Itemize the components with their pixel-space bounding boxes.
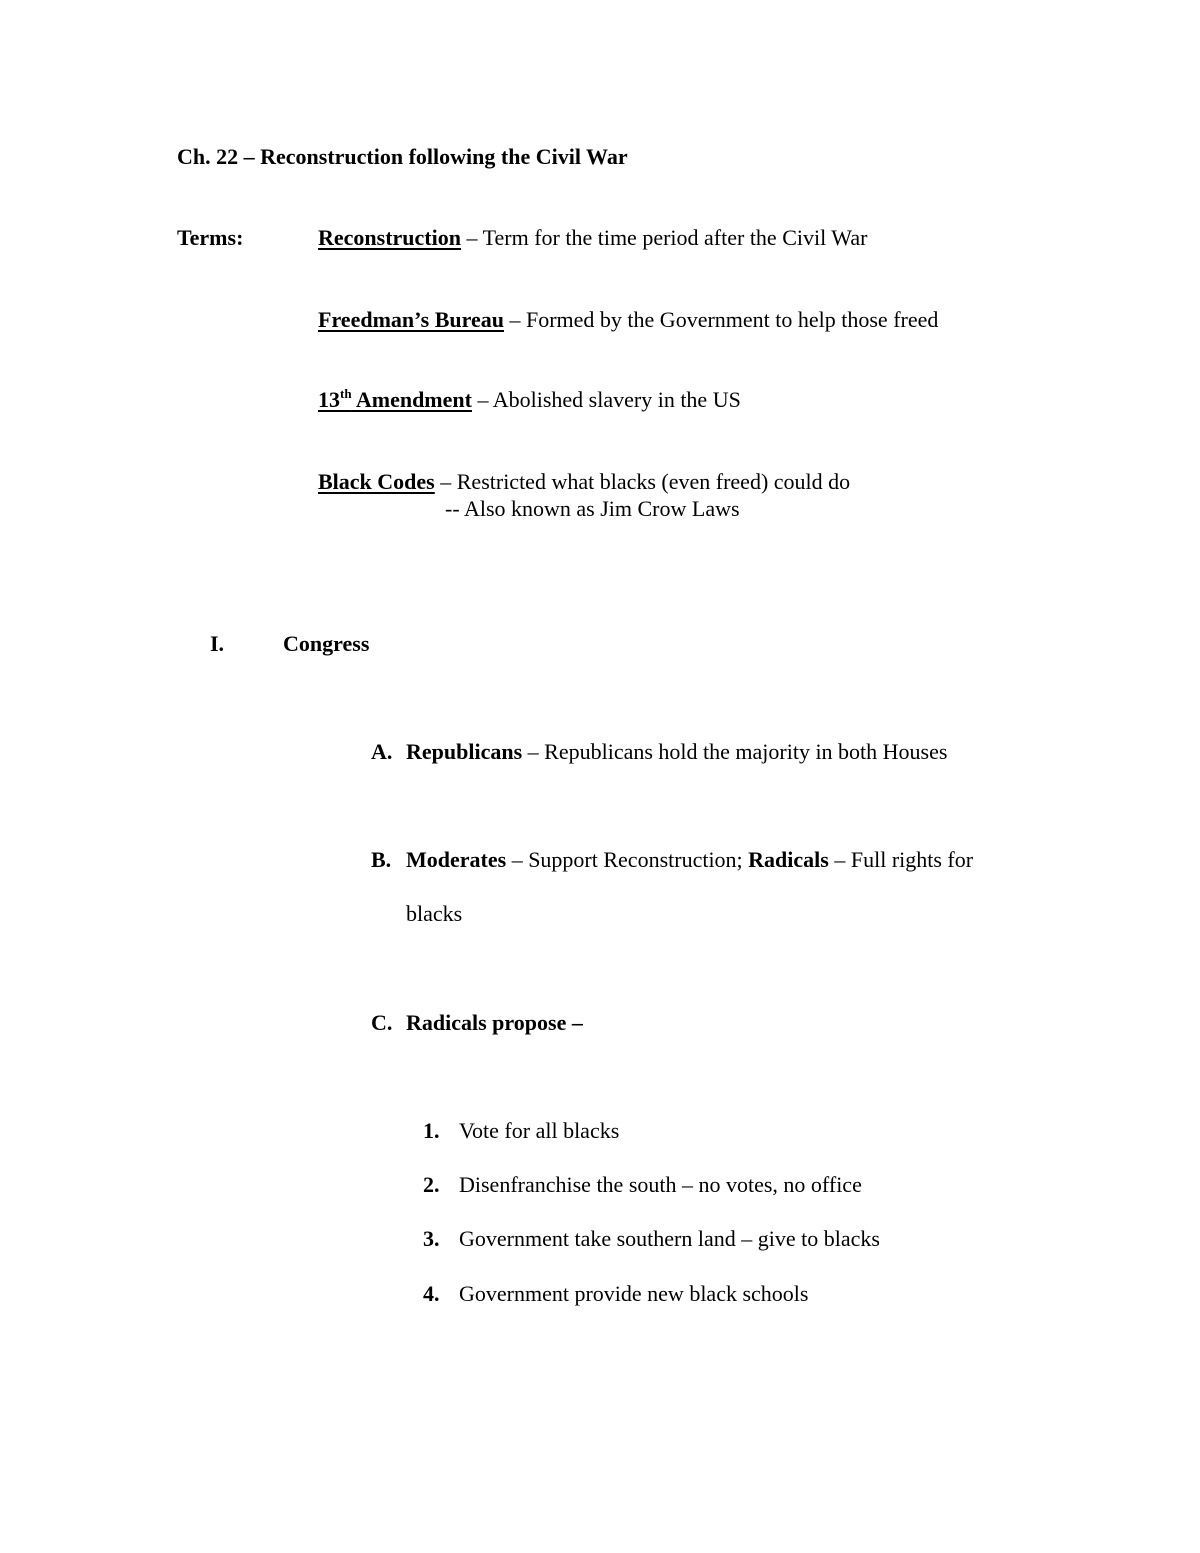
- term-definition: – Formed by the Government to help those freed: [509, 307, 939, 332]
- subsection-republicans: [406, 741, 947, 763]
- term-name: Black Codes: [318, 469, 435, 494]
- subsection-continuation: blacks: [406, 901, 463, 926]
- subsection-label-2: Radicals: [748, 847, 829, 872]
- subsection-letter: C.: [371, 1010, 393, 1035]
- term-black-codes: [318, 471, 850, 493]
- subsection-label: Republicans: [406, 739, 523, 764]
- proposal-text: Vote for all blacks: [459, 1118, 620, 1143]
- term-definition: – Restricted what blacks (even freed) could do: [440, 469, 851, 494]
- term-continuation: -- Also known as Jim Crow Laws: [445, 496, 740, 521]
- proposal-text: Disenfranchise the south – no votes, no office: [459, 1172, 862, 1197]
- subsection-letter: B.: [371, 847, 392, 872]
- terms-label: Terms:: [177, 225, 244, 250]
- subsection-label: Moderates: [406, 847, 507, 872]
- subsection-text-2: – Full rights for: [834, 847, 974, 872]
- proposal-number: 1.: [423, 1118, 440, 1143]
- term-freedmans-bureau: [318, 309, 938, 331]
- section-numeral: I.: [210, 631, 225, 656]
- subsection-text: – Support Reconstruction;: [511, 847, 749, 872]
- term-13th-amendment: [318, 386, 741, 412]
- document-title: Ch. 22 – Reconstruction following the Civil War: [177, 144, 628, 169]
- section-heading: Congress: [283, 631, 370, 656]
- term-name: Freedman’s Bureau: [318, 307, 504, 332]
- proposal-number: 4.: [423, 1281, 440, 1306]
- subsection-radicals-propose: Radicals propose –: [406, 1010, 583, 1035]
- proposal-number: 2.: [423, 1172, 440, 1197]
- term-name: Reconstruction: [318, 225, 461, 250]
- subsection-moderates: [406, 849, 973, 871]
- proposal-text: Government provide new black schools: [459, 1281, 809, 1306]
- term-reconstruction: [318, 227, 867, 249]
- subsection-letter: A.: [371, 739, 393, 764]
- term-name: 13th Amendment: [318, 386, 472, 412]
- term-definition: – Term for the time period after the Civil War: [466, 225, 868, 250]
- term-definition: – Abolished slavery in the US: [477, 387, 741, 412]
- subsection-text: – Republicans hold the majority in both Houses: [527, 739, 948, 764]
- proposal-number: 3.: [423, 1226, 440, 1251]
- proposal-text: Government take southern land – give to blacks: [459, 1226, 880, 1251]
